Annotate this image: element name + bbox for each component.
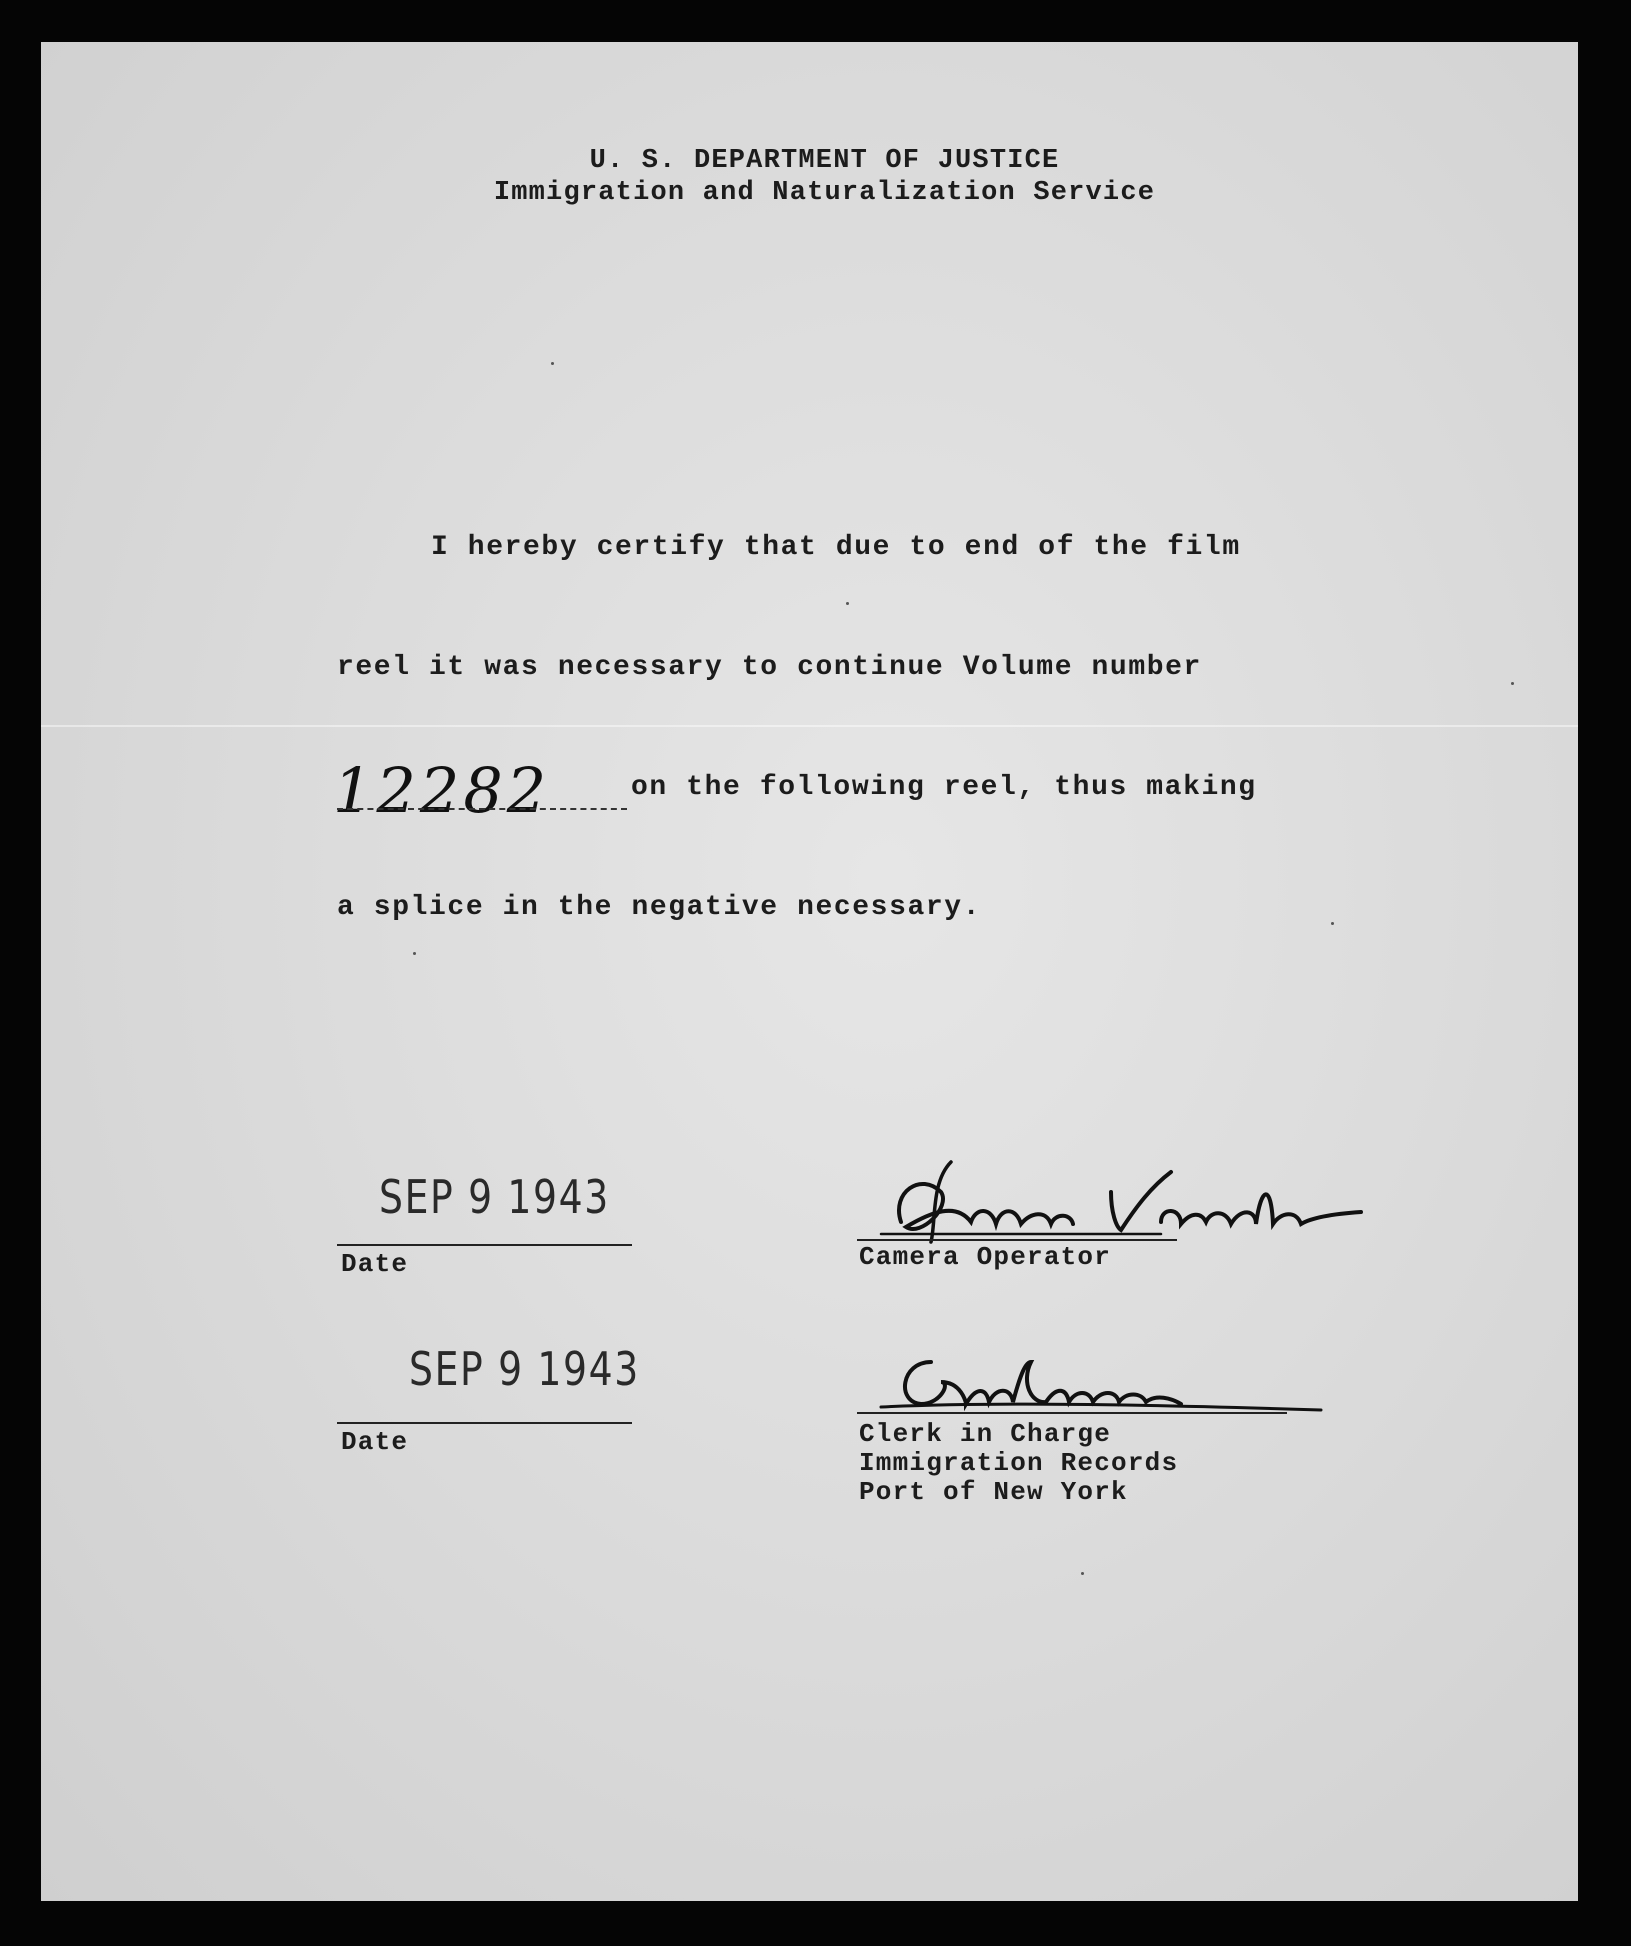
dust-speck xyxy=(551,362,554,365)
dust-speck xyxy=(413,952,416,955)
clerk-title-line-1: Clerk in Charge xyxy=(859,1419,1112,1449)
date-rule-1 xyxy=(337,1244,632,1246)
dust-speck xyxy=(846,602,849,605)
date-label-1: Date xyxy=(341,1249,409,1279)
service-heading: Immigration and Naturalization Service xyxy=(493,178,1156,208)
clerk-rule xyxy=(857,1412,1287,1414)
certificate-line-2: reel it was necessary to continue Volume number xyxy=(337,652,1202,683)
clerk-title-line-2: Immigration Records xyxy=(859,1448,1179,1478)
volume-number-handwritten: 12282 xyxy=(333,754,551,827)
agency-heading: U. S. DEPARTMENT OF JUSTICE xyxy=(589,146,1060,176)
certificate-line-3: on the following reel, thus making xyxy=(631,772,1257,803)
volume-number-blank xyxy=(337,808,627,810)
date-stamp-1: SEP 9 1943 xyxy=(379,1170,610,1224)
certificate-line-1: I hereby certify that due to end of the film xyxy=(431,532,1241,563)
camera-operator-rule xyxy=(857,1239,1177,1241)
fold-line xyxy=(41,725,1578,727)
date-stamp-2: SEP 9 1943 xyxy=(409,1342,640,1396)
date-label-2: Date xyxy=(341,1427,409,1457)
date-rule-2 xyxy=(337,1422,632,1424)
certificate-page xyxy=(41,42,1578,1901)
clerk-title-line-3: Port of New York xyxy=(859,1477,1128,1507)
camera-operator-title: Camera Operator xyxy=(859,1242,1112,1272)
certificate-line-4: a splice in the negative necessary. xyxy=(337,892,982,923)
dust-speck xyxy=(1331,922,1334,925)
dust-speck xyxy=(1511,682,1514,685)
dust-speck xyxy=(1081,1572,1084,1575)
